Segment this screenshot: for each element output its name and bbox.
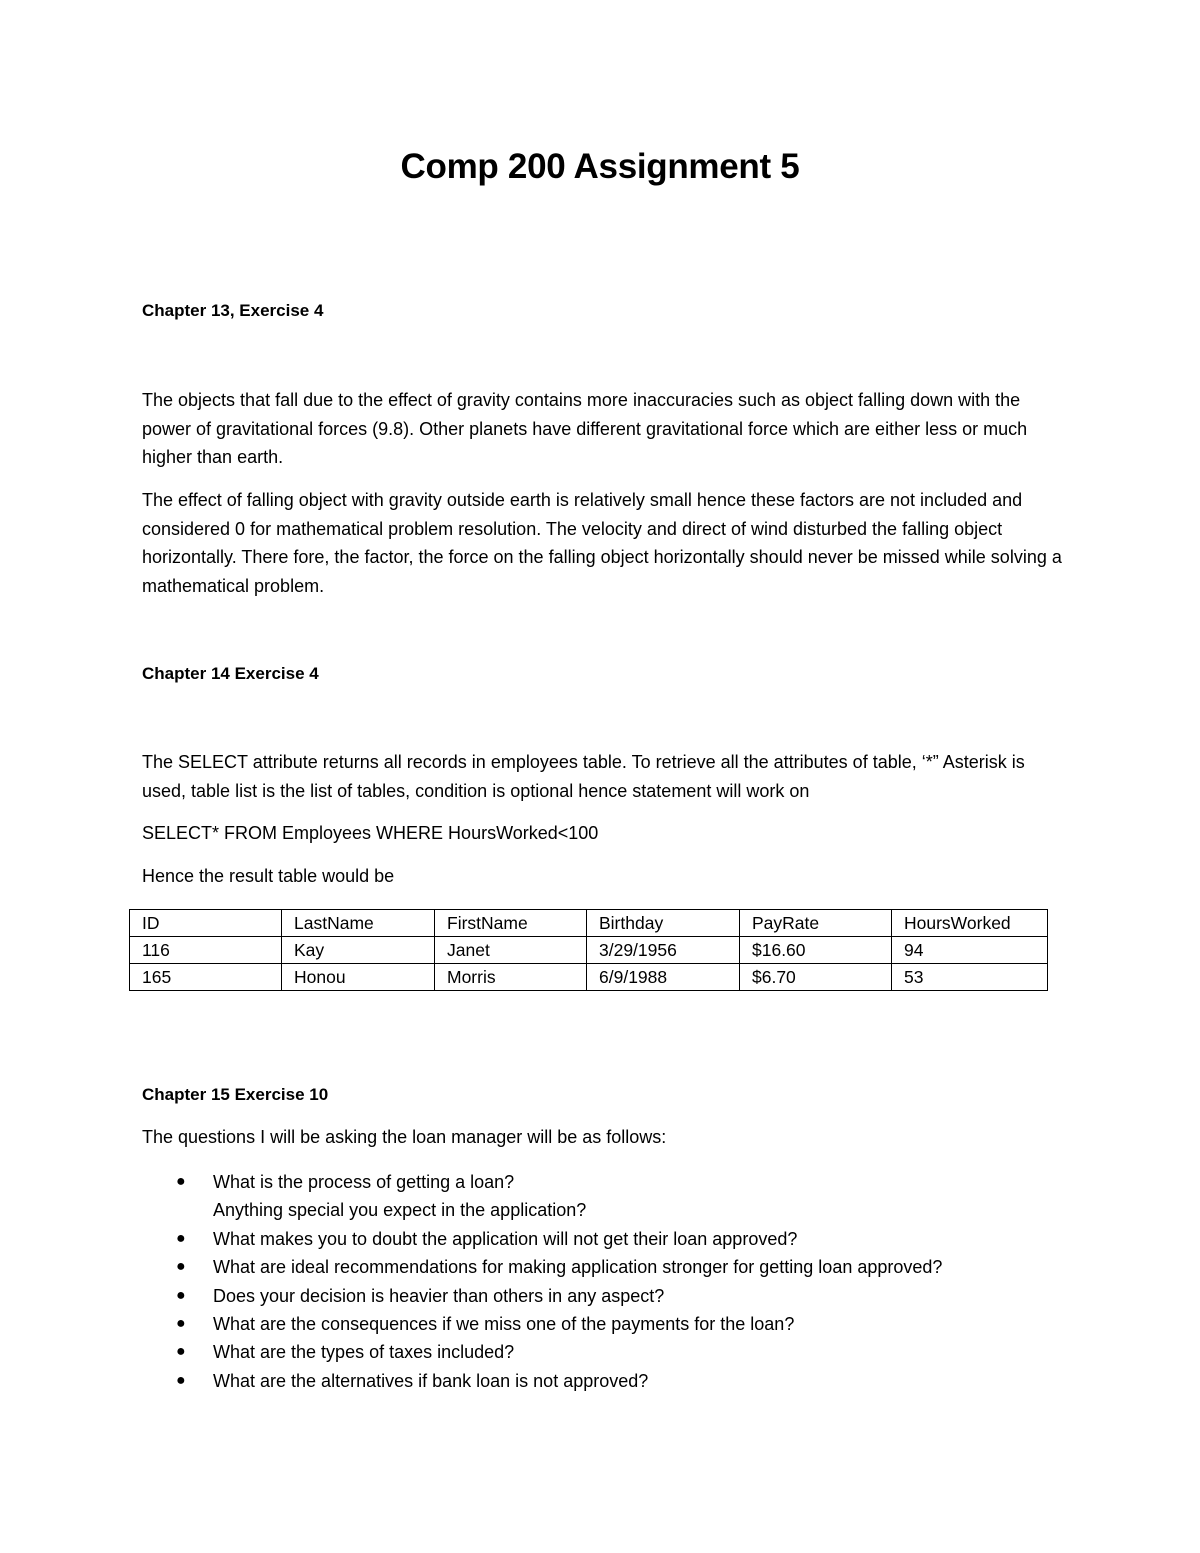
list-item <box>142 1367 1062 1395</box>
bullet-icon: ● <box>176 1343 186 1361</box>
table-cell: $16.60 <box>740 937 892 964</box>
table-row <box>130 964 1048 991</box>
question-text: What makes you to doubt the application will not get their loan approved? <box>213 1228 798 1249</box>
document-title: Comp 200 Assignment 5 <box>400 147 800 186</box>
question-text-continued: Anything special you expect in the application? <box>213 1200 587 1221</box>
sql-query: SELECT* FROM Employees WHERE HoursWorked<100 <box>142 823 599 843</box>
question-text: What are the consequences if we miss one of the payments for the loan? <box>213 1314 795 1335</box>
table-header-cell: LastName <box>282 910 435 937</box>
questions-list <box>142 1168 1062 1395</box>
table-row <box>130 937 1048 964</box>
table-cell: 6/9/1988 <box>587 964 740 991</box>
paragraph-ch13-2: The effect of falling object with gravity outside earth is relatively small hence these factors are not included and considered 0 for mathematical problem resolution. The velocity and direct of wind disturbed the falling object horizontally. There fore, the factor, the force on the falling object horizontally should never be missed while solving a mathematical problem. <box>142 490 1062 597</box>
bullet-icon: ● <box>176 1371 186 1389</box>
table-cell: 116 <box>130 937 282 964</box>
paragraph-ch13-1: The objects that fall due to the effect of gravity contains more inaccuracies such as object falling down with the power of gravitational forces (9.8). Other planets have different gravitational force which are either less or much higher than earth. <box>142 390 1028 468</box>
list-item <box>142 1282 1062 1310</box>
bullet-icon: ● <box>176 1315 186 1333</box>
section-heading-ch14: Chapter 14 Exercise 4 <box>142 664 319 683</box>
bullet-icon: ● <box>176 1229 186 1247</box>
question-text: What are the types of taxes included? <box>213 1342 515 1363</box>
question-text: Does your decision is heavier than others in any aspect? <box>213 1285 665 1306</box>
question-text: What are the alternatives if bank loan is not approved? <box>213 1370 649 1391</box>
list-item <box>142 1310 1062 1338</box>
section-heading-ch15: Chapter 15 Exercise 10 <box>142 1085 329 1104</box>
table-header-cell: HoursWorked <box>892 910 1048 937</box>
table-header-cell: FirstName <box>435 910 587 937</box>
bullet-icon: ● <box>176 1258 186 1276</box>
paragraph-ch14-1: The SELECT attribute returns all records in employees table. To retrieve all the attributes of table, ‘*” Asterisk is used, table list is the list of tables, condition is optional hence statement will work on <box>142 752 1025 801</box>
list-item <box>142 1338 1062 1366</box>
list-item <box>142 1168 1062 1225</box>
table-cell: Janet <box>435 937 587 964</box>
table-cell: 3/29/1956 <box>587 937 740 964</box>
question-text: What is the process of getting a loan? <box>213 1172 515 1192</box>
table-cell: 94 <box>892 937 1048 964</box>
result-intro: Hence the result table would be <box>142 866 395 886</box>
table-cell: 165 <box>130 964 282 991</box>
table-cell: 53 <box>892 964 1048 991</box>
table-cell: Morris <box>435 964 587 991</box>
table-header-cell: ID <box>130 910 282 937</box>
section-heading-ch13: Chapter 13, Exercise 4 <box>142 301 324 320</box>
table-header-cell: PayRate <box>740 910 892 937</box>
bullet-icon: ● <box>176 1286 186 1304</box>
question-text: What are ideal recommendations for making application stronger for getting loan approved? <box>213 1257 943 1278</box>
result-table <box>129 909 1048 991</box>
table-cell: Honou <box>282 964 435 991</box>
table-header-cell: Birthday <box>587 910 740 937</box>
list-item <box>142 1225 1062 1253</box>
bullet-icon: ● <box>176 1173 186 1190</box>
list-item <box>142 1253 1062 1281</box>
table-header-row <box>130 910 1048 937</box>
questions-intro: The questions I will be asking the loan manager will be as follows: <box>142 1127 667 1147</box>
table-cell: Kay <box>282 937 435 964</box>
table-cell: $6.70 <box>740 964 892 991</box>
